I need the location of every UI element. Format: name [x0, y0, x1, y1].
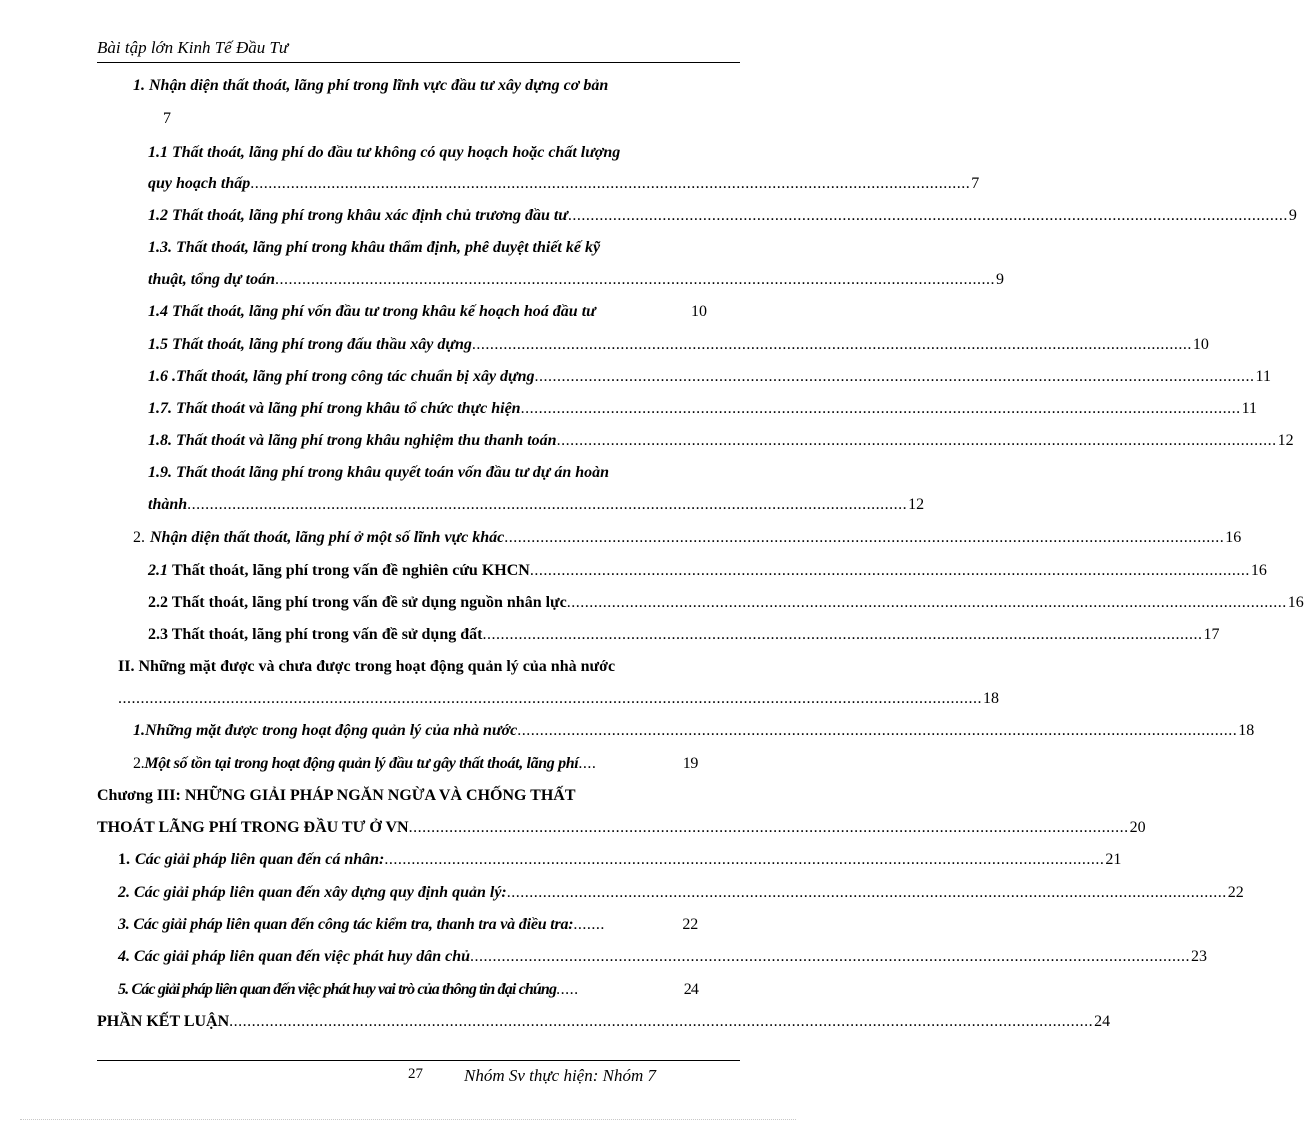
toc-chapter-3-line1: Chương III: NHỮNG GIẢI PHÁP NGĂN NGỪA VÀ CHỐNG THẤT — [97, 787, 576, 804]
toc-section-1-title: 1. Nhận diện thất thoát, lãng phí trong lĩnh vực đầu tư xây dựng cơ bản — [133, 77, 609, 94]
footer-group-label: Nhóm Sv thực hiện: Nhóm 7 — [464, 1066, 656, 1085]
header-rule — [97, 62, 740, 63]
toc-item-g2[interactable]: 2. Các giải pháp liên quan đến xây dựng quy định quản lý: ................................................................................................................................................................ 22 — [118, 884, 1244, 901]
toc-item-g5[interactable]: 5. Các giải pháp liên quan đến việc phát huy vai trò của thông tin đại chúng ..... 24 — [118, 981, 698, 998]
toc-item-1-1-line1: 1.1 Thất thoát, lãng phí do đầu tư không có quy hoạch hoặc chất lượng — [148, 144, 621, 161]
toc-part-ii-title: II. Những mặt được và chưa được trong hoạt động quản lý của nhà nước — [118, 658, 616, 675]
toc-item-1-1[interactable]: quy hoạch thấp ................................................................................................................................................................ 7 — [148, 175, 980, 192]
toc-chapter-3[interactable]: THOÁT LÃNG PHÍ TRONG ĐẦU TƯ Ở VN ................................................................................................................................................................ 20 — [97, 819, 1146, 836]
toc-item-1-6[interactable]: 1.6 .Thất thoát, lãng phí trong công tác chuẩn bị xây dựng ................................................................................................................................................................ 11 — [148, 368, 1271, 385]
toc-item-1-2[interactable]: 1.2 Thất thoát, lãng phí trong khâu xác định chủ trương đầu tư ................................................................................................................................................................ 9 — [148, 207, 1297, 224]
footer-rule — [97, 1060, 740, 1061]
toc-item-1-3-line1: 1.3. Thất thoát, lãng phí trong khâu thẩm định, phê duyệt thiết kế kỹ — [148, 239, 601, 256]
toc-item-1-5[interactable]: 1.5 Thất thoát, lãng phí trong đấu thầu xây dựng ................................................................................................................................................................ 10 — [148, 336, 1209, 353]
toc-item-1-7[interactable]: 1.7. Thất thoát và lãng phí trong khâu tổ chức thực hiện ................................................................................................................................................................ 11 — [148, 400, 1257, 417]
toc-item-1-3[interactable]: thuật, tổng dự toán ................................................................................................................................................................ 9 — [148, 271, 1004, 288]
toc-item-1-9-line1: 1.9. Thất thoát lãng phí trong khâu quyết toán vốn đầu tư dự án hoàn — [148, 464, 610, 481]
toc-item-2-1[interactable]: 2.1 Thất thoát, lãng phí trong vấn đề nghiên cứu KHCN ................................................................................................................................................................ 16 — [148, 562, 1267, 579]
toc-item-2-3[interactable]: 2.3 Thất thoát, lãng phí trong vấn đề sử dụng đất ................................................................................................................................................................ 17 — [148, 626, 1220, 643]
toc-item-1-4[interactable]: 1.4 Thất thoát, lãng phí vốn đầu tư trong khâu kế hoạch hoá đầu tư 10 — [148, 303, 707, 320]
toc-item-1-8[interactable]: 1.8. Thất thoát và lãng phí trong khâu nghiệm thu thanh toán ................................................................................................................................................................ 12 — [148, 432, 1294, 449]
toc-part-ii[interactable]: ................................................................................................................................................................................................ 18 — [118, 690, 999, 707]
toc-item-ii-1[interactable]: 1.Những mặt được trong hoạt động quản lý của nhà nước ................................................................................................................................................................ 18 — [133, 722, 1255, 739]
toc-item-g1[interactable]: 1. Các giải pháp liên quan đến cá nhân: ................................................................................................................................................................ 21 — [118, 851, 1122, 868]
toc-item-ii-2[interactable]: 2. Một số tồn tại trong hoạt động quản lý đầu tư gây thất thoát, lãng phí .... 19 — [133, 755, 698, 772]
toc-item-g3[interactable]: 3. Các giải pháp liên quan đến công tác kiểm tra, thanh tra và điều tra: ....... 22 — [118, 916, 698, 933]
toc-item-2-2[interactable]: 2.2 Thất thoát, lãng phí trong vấn đề sử dụng nguồn nhân lực ................................................................................................................................................................ 16 — [148, 594, 1304, 611]
toc-item-g4[interactable]: 4. Các giải pháp liên quan đến việc phát huy dân chủ ................................................................................................................................................................ 23 — [118, 948, 1208, 965]
page-header-title: Bài tập lớn Kinh Tế Đầu Tư — [97, 38, 289, 57]
toc-item-1-9[interactable]: thành ................................................................................................................................................................ 12 — [148, 496, 925, 513]
toc-conclusion[interactable]: PHẦN KẾT LUẬN ................................................................................................................................................................................................ 24 — [97, 1013, 1111, 1030]
footer-page-number: 27 — [408, 1066, 423, 1082]
toc-section-2[interactable]: 2. Nhận diện thất thoát, lãng phí ở một số lĩnh vực khác ................................................................................................................................................................ 16 — [133, 529, 1242, 546]
page-bottom-border — [20, 1119, 796, 1120]
toc-section-1-page: 7 — [163, 110, 171, 127]
